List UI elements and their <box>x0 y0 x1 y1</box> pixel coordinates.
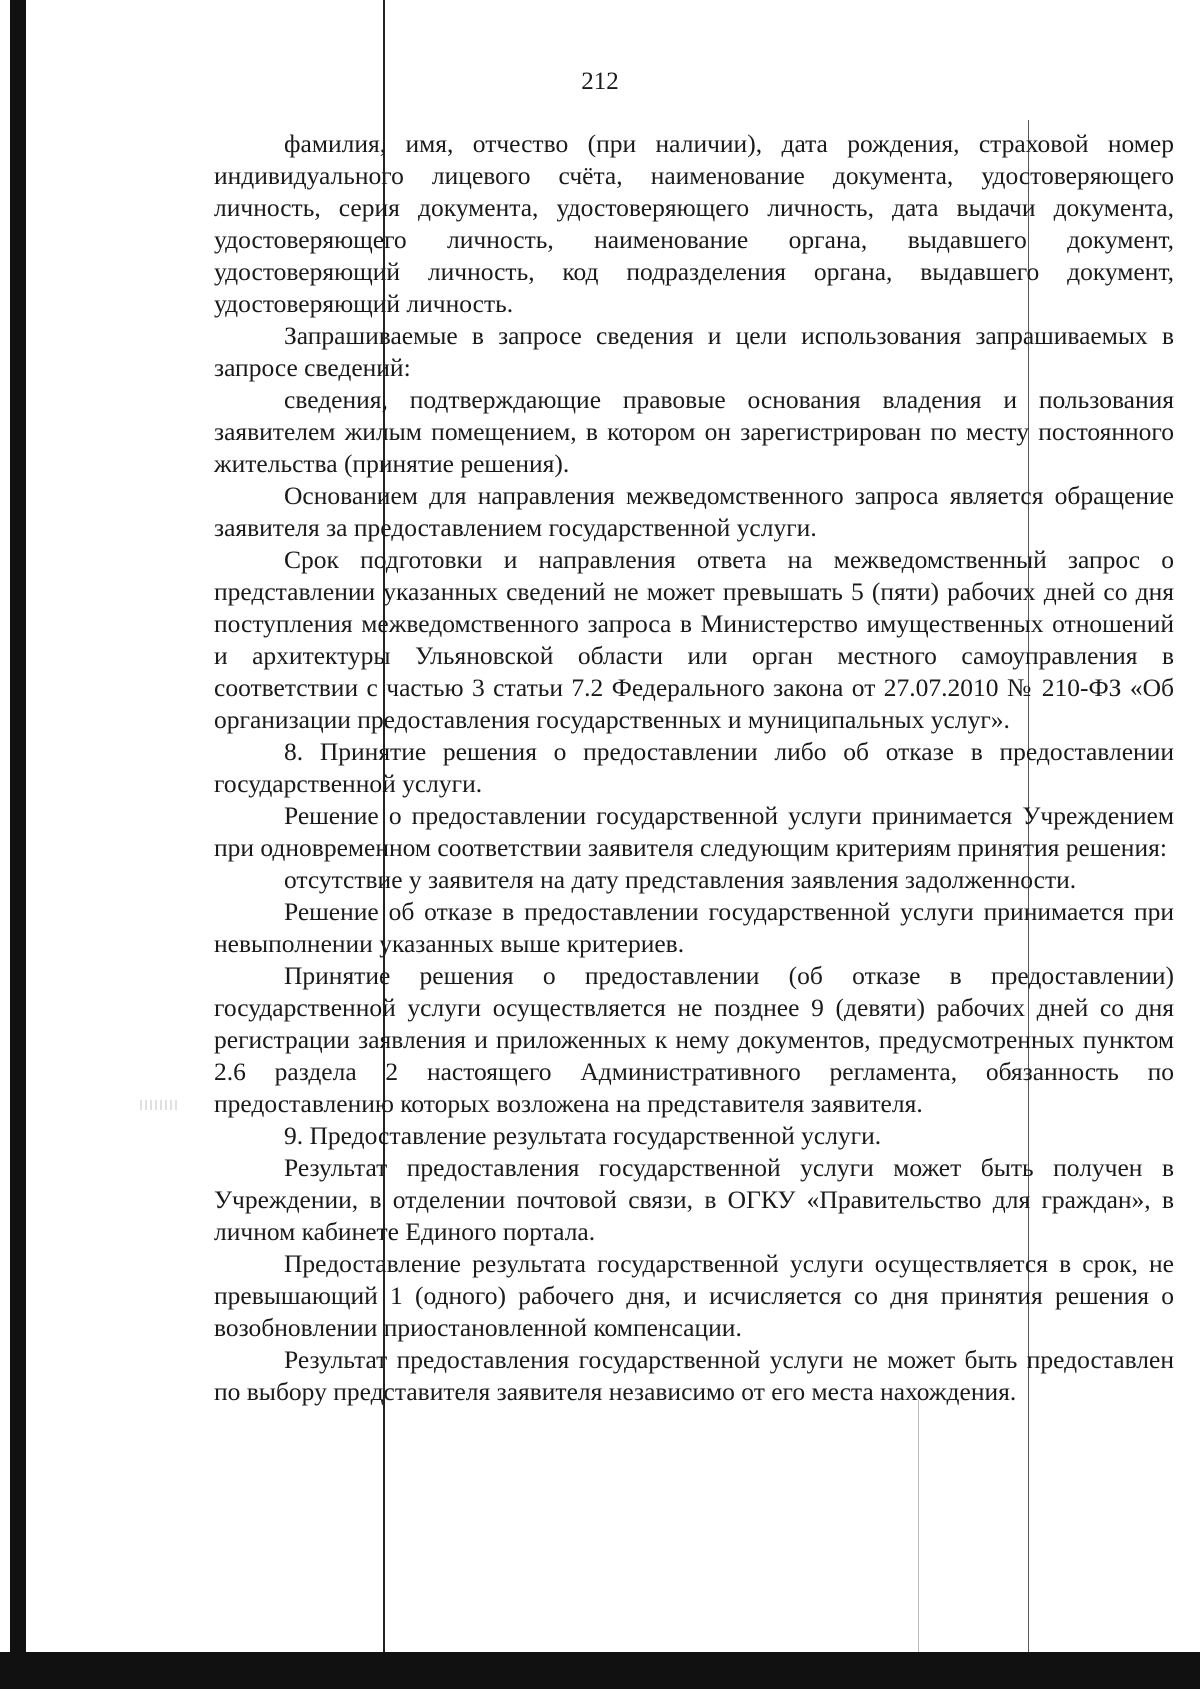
paragraph: фамилия, имя, отчество (при наличии), дата рождения, страховой номер индивидуального лицевого счёта, наименование документа, удостоверяющего личность, серия документа, удостоверяющего личность, дата выдачи документа, удостоверяющего личность, наименование органа, выдавшего документ, удостоверяющий личность, код подразделения органа, выдавшего документ, удостоверяющий личность. <box>214 129 1174 318</box>
scan-line-artifact <box>918 1400 919 1652</box>
scan-edge-left <box>10 0 26 1689</box>
page-number: 212 <box>581 68 619 95</box>
paragraph: Запрашиваемые в запросе сведения и цели использования запрашиваемых в запросе сведений: <box>214 321 1174 382</box>
scan-noise <box>140 1100 180 1110</box>
paragraph: Результат предоставления государственной услуги не может быть предоставлен по выбору представителя заявителя независимо от его места нахождения. <box>214 1345 1174 1406</box>
section-heading-9: 9. Предоставление результата государственной услуги. <box>284 1121 882 1150</box>
scan-edge-bottom <box>0 1652 1200 1689</box>
paragraph: Основанием для направления межведомственного запроса является обращение заявителя за предоставлением государственной услуги. <box>214 481 1174 542</box>
paragraph: отсутствие у заявителя на дату представления заявления задолженности. <box>284 865 1077 894</box>
section-heading-8: 8. Принятие решения о предоставлении либо об отказе в предоставлении государственной услуги. <box>214 737 1174 798</box>
document-body <box>214 128 1174 1408</box>
paragraph: сведения, подтверждающие правовые основания владения и пользования заявителем жилым помещением, в котором он зарегистрирован по месту постоянного жительства (принятие решения). <box>214 385 1174 478</box>
paragraph: Срок подготовки и направления ответа на межведомственный запрос о представлении указанных сведений не может превышать 5 (пяти) рабочих дней со дня поступления межведомственного запроса в Министерство имущественных отношений и архитектуры Ульяновской области или орган местного самоуправления в соответствии с частью 3 статьи 7.2 Федерального закона от 27.07.2010 № 210-ФЗ «Об организации предоставления государственных и муниципальных услуг». <box>214 545 1174 734</box>
paragraph: Решение о предоставлении государственной услуги принимается Учреждением при одновременном соответствии заявителя следующим критериям принятия решения: <box>214 801 1174 862</box>
paragraph: Предоставление результата государственной услуги осуществляется в срок, не превышающий 1 (одного) рабочего дня, и исчисляется со дня принятия решения о возобновлении приостановленной компенсации. <box>214 1249 1174 1342</box>
paragraph: Результат предоставления государственной услуги может быть получен в Учреждении, в отделении почтовой связи, в ОГКУ «Правительство для граждан», в личном кабинете Единого портала. <box>214 1153 1174 1246</box>
paragraph: Принятие решения о предоставлении (об отказе в предоставлении) государственной услуги осуществляется не позднее 9 (девяти) рабочих дней со дня регистрации заявления и приложенных к нему документов, предусмотренных пунктом 2.6 раздела 2 настоящего Административного регламента, обязанность по предоставлению которых возложена на представителя заявителя. <box>214 961 1174 1118</box>
paragraph: Решение об отказе в предоставлении государственной услуги принимается при невыполнении указанных выше критериев. <box>214 897 1174 958</box>
